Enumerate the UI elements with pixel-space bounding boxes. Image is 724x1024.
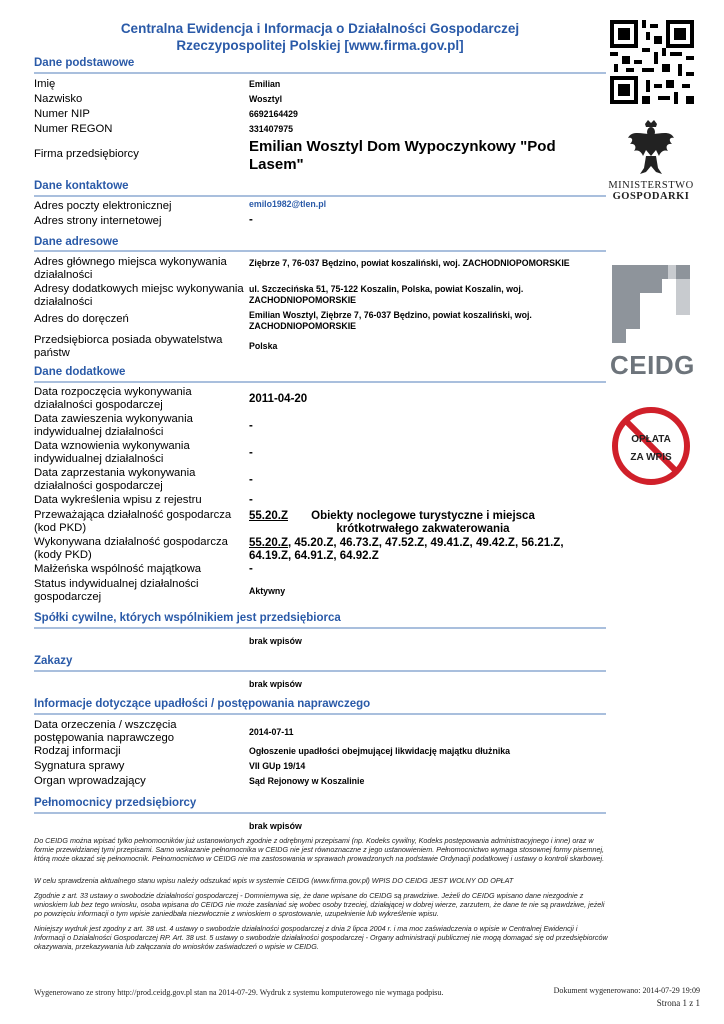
title-line-1: Centralna Ewidencja i Informacja o Działalności Gospodarczej <box>120 21 520 36</box>
pkd-all-value <box>249 537 599 563</box>
section-address-heading: Dane adresowe <box>34 236 119 248</box>
section-basic-heading: Dane podstawowe <box>34 57 135 69</box>
marital-label: Małżeńska wspólność majątkowa <box>34 563 202 575</box>
ministry-line-1: MINISTERSTWO <box>608 180 694 191</box>
info-type-label: Rodzaj informacji <box>34 745 121 757</box>
section-divider <box>34 713 606 715</box>
bankruptcy-date-label: Data orzeczenia / wszczęcia postępowania naprawczego <box>34 719 177 744</box>
citizenship-label: Przedsiębiorca posiada obywatelstwa państw <box>34 334 223 359</box>
delivery-address-value: Emilian Wosztyl, Ziębrze 7, 76-037 Będzino, powiat koszaliński, woj. ZACHODNIOPOMORSKIE <box>249 310 532 331</box>
first-name-label: Imię <box>34 78 56 90</box>
pkd-all-label: Wykonywana działalność gospodarcza (kody PKD) <box>34 536 228 561</box>
company-label: Firma przedsiębiorcy <box>34 148 139 160</box>
section-divider <box>34 195 606 197</box>
regon-value: 331407975 <box>249 124 294 134</box>
note-article-38: Niniejszy wydruk jest zgodny z art. 38 ust. 4 ustawy o swobodzie działalności gospodarczej z dnia 2 lipca 2004 r. i ma moc zaświadczenia o wpisie w Centralnej Ewidencji i Informacji o Działalności Gospodarczej RP. Art. 38 ust. 5 ustawy o swobodzie działalności gospodarczej - Organy administracji publicznej nie mogą domagać się od przedsiębiorców okazywania, przekazywania lub załączania do wniosków zaświadczeń o wpisie w CEIDG. <box>34 924 608 951</box>
pkd-main-code[interactable] <box>249 510 293 523</box>
footer-generated-from: Wygenerowano ze strony http://prod.ceidg.gov.pl stan na 2014-07-29. Wydruk z systemu komputerowego nie wymaga podpisu. <box>34 988 444 997</box>
section-divider <box>34 812 606 814</box>
title-line-2: Rzeczypospolitej Polskiej [www.firma.gov.pl] <box>176 38 464 53</box>
stamp-line-2: ZA WPIS <box>630 452 672 463</box>
start-date-value: 2011-04-20 <box>249 393 308 405</box>
nip-label: Numer NIP <box>34 108 90 120</box>
email-label: Adres poczty elektronicznej <box>34 200 172 212</box>
website-label: Adres strony internetowej <box>34 215 162 227</box>
section-divider <box>34 670 606 672</box>
last-name-label: Nazwisko <box>34 93 83 105</box>
section-divider <box>34 627 606 629</box>
polish-eagle-icon <box>626 120 676 176</box>
marital-value: - <box>249 563 253 575</box>
resume-date-label: Data wznowienia wykonywania indywidualnej działalności <box>34 440 190 465</box>
status-label: Status indywidualnej działalności gospodarczej <box>34 578 199 603</box>
ceidg-logo-icon <box>612 265 692 345</box>
pkd-main-code-link[interactable]: 55.20.Z <box>249 510 288 522</box>
regon-label: Numer REGON <box>34 123 113 135</box>
last-name-value: Wosztyl <box>249 94 283 104</box>
case-value: VII GUp 19/14 <box>249 761 306 771</box>
company-value: Emilian Wosztyl Dom Wypoczynkowy "Pod Lasem" <box>249 138 556 173</box>
section-proxies-heading: Pełnomocnicy przedsiębiorcy <box>34 797 197 809</box>
citizenship-value: Polska <box>249 341 278 351</box>
info-type-value: Ogłoszenie upadłości obejmującej likwidację majątku dłużnika <box>249 746 511 756</box>
bankruptcy-date-value: 2014-07-11 <box>249 727 294 737</box>
section-divider <box>34 381 606 383</box>
note-article-33: Zgodnie z art. 33 ustawy o swobodzie działalności gospodarczej - Domniemywa się, że dane wpisane do CEIDG są prawdziwe. Jeżeli do CEIDG wpisano dane niezgodnie z wnioskiem lub bez tego wniosku, osoba wpisana do CEIDG nie może zasłaniać się wobec osoby trzeciej, działającej w dobrej wierze, zarzutem, że dane te nie są prawdziwe, jeżeli po powzięciu informacji o tym wpisie zaniedbała niezwłocznie z wnioskiem o sprostowanie, uzupełnienie lub wykreślenie wpisu. <box>34 891 605 918</box>
note-proxies: Do CEIDG można wpisać tylko pełnomocników już ustanowionych zgodnie z odrębnymi przepisami (np. Kodeks cywilny, Kodeks postępowania administracyjnego i inne) oraz w formie przewidzianej tymi przepisami. Samo wskazanie pełnomocnika w CEIDG nie jest równoznaczne z jego ustanowieniem. Pełnomocnictwo wymaga stosownej formy pisemnej, którą może okazać się pełnomocnik. Pełnomocnictwo w CEIDG nie ma zastosowania w sprawach prowadzonych na podstawie Ordynacji podatkowej i ustawy o kontroli skarbowej. <box>34 836 605 863</box>
section-contact-heading: Dane kontaktowe <box>34 180 129 192</box>
document-title <box>100 20 540 54</box>
suspend-date-value: - <box>249 420 253 432</box>
start-date-label: Data rozpoczęcia wykonywania działalności gospodarczej <box>34 386 192 411</box>
bans-value: brak wpisów <box>249 679 302 689</box>
resume-date-value: - <box>249 447 253 459</box>
pkd-all-rest: , 45.20.Z, 46.73.Z, 47.52.Z, 49.41.Z, 49.42.Z, 56.21.Z, 64.19.Z, 64.91.Z, 64.92.Z <box>249 537 564 562</box>
court-label: Organ wprowadzający <box>34 775 146 787</box>
cease-date-label: Data zaprzestania wykonywania działalności gospodarczej <box>34 467 196 492</box>
no-fee-stamp-text <box>612 431 690 467</box>
pkd-main-label: Przeważająca działalność gospodarcza (kod PKD) <box>34 509 232 534</box>
section-bankruptcy-heading: Informacje dotyczące upadłości / postępowania naprawczego <box>34 698 371 710</box>
delivery-address-label: Adres do doręczeń <box>34 313 129 325</box>
first-name-value: Emilian <box>249 79 281 89</box>
case-label: Sygnatura sprawy <box>34 760 125 772</box>
ceidg-logo-text: CEIDG <box>610 350 695 380</box>
section-partnerships-heading: Spółki cywilne, których wspólnikiem jest przedsiębiorca <box>34 612 341 624</box>
website-value: - <box>249 214 253 226</box>
section-divider <box>34 250 606 252</box>
ministry-line-2: GOSPODARKI <box>612 191 690 202</box>
cease-date-value: - <box>249 474 253 486</box>
note-check-status: W celu sprawdzenia aktualnego stanu wpisu należy odszukać wpis w systemie CEIDG (www.firma.gov.pl) WPIS DO CEIDG JEST WOLNY OD OPŁAT <box>34 876 514 885</box>
ministry-logo <box>605 180 697 202</box>
footer-generated-date: Dokument wygenerowano: 2014-07-29 19:09 <box>553 986 700 995</box>
additional-address-label: Adresy dodatkowych miejsc wykonywania działalności <box>34 283 244 308</box>
main-address-value: Ziębrze 7, 76-037 Będzino, powiat koszaliński, woj. ZACHODNIOPOMORSKIE <box>249 258 570 268</box>
section-divider <box>34 72 606 74</box>
pkd-main-description: Obiekty noclegowe turystyczne i miejsca krótkotrwałego zakwaterowania <box>311 510 535 535</box>
delete-date-value: - <box>249 494 253 506</box>
pkd-all-first-link[interactable]: 55.20.Z <box>249 537 288 549</box>
court-value: Sąd Rejonowy w Koszalinie <box>249 776 365 786</box>
main-address-label: Adres głównego miejsca wykonywania działalności <box>34 256 227 281</box>
suspend-date-label: Data zawieszenia wykonywania indywidualnej działalności <box>34 413 193 438</box>
section-bans-heading: Zakazy <box>34 655 73 667</box>
email-link[interactable]: emilo1982@tlen.pl <box>249 199 327 209</box>
nip-value: 6692164429 <box>249 109 298 119</box>
qr-code-icon <box>610 20 694 104</box>
section-extra-heading: Dane dodatkowe <box>34 366 126 378</box>
footer-page-number: Strona 1 z 1 <box>656 998 700 1008</box>
status-value: Aktywny <box>249 586 286 596</box>
additional-address-value: ul. Szczecińska 51, 75-122 Koszalin, Polska, powiat Koszalin, woj. ZACHODNIOPOMORSKIE <box>249 284 524 305</box>
delete-date-label: Data wykreślenia wpisu z rejestru <box>34 494 202 506</box>
partnerships-value: brak wpisów <box>249 636 302 646</box>
stamp-line-1: OPŁATA <box>631 434 671 445</box>
proxies-value: brak wpisów <box>249 821 302 831</box>
